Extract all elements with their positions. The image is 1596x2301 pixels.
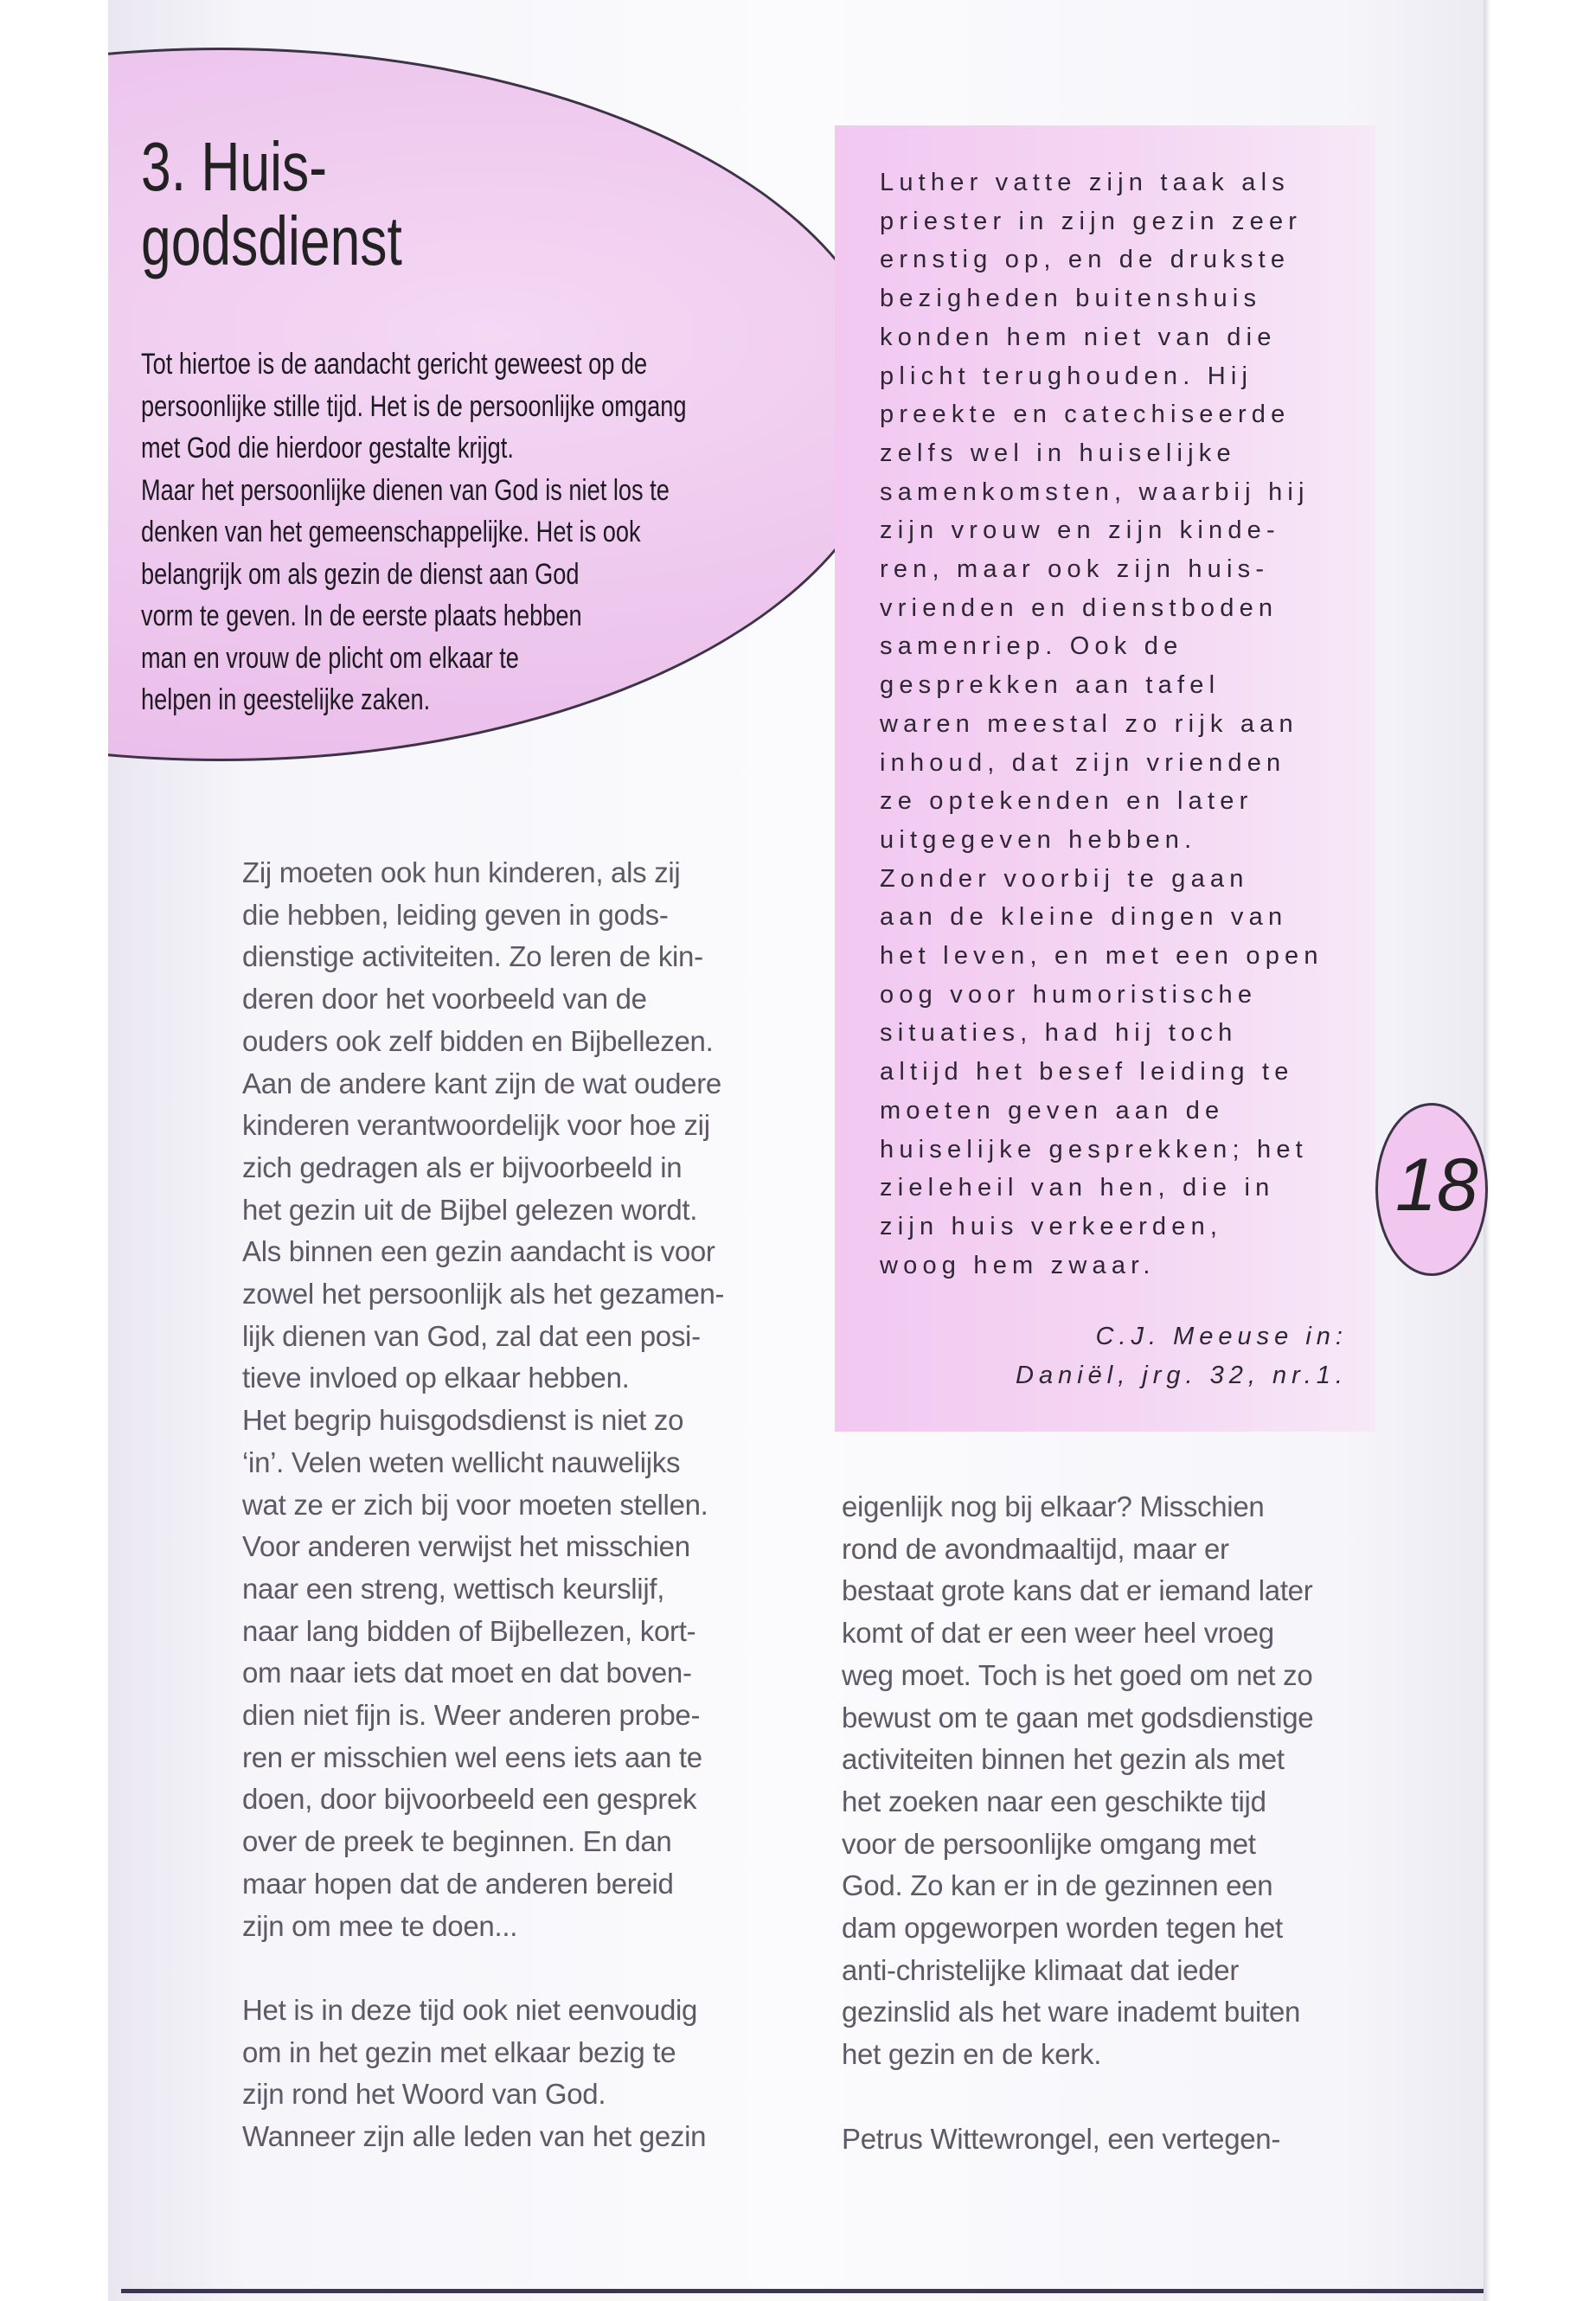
quote-line: huiselijke gesprekken; het [880, 1135, 1308, 1163]
quote-line: bezigheden buitenshuis [880, 285, 1262, 313]
intro-line: Maar het persoonlijke dienen van God is niet los te [141, 473, 670, 507]
text-line: het gezin uit de Bijbel gelezen wordt. [242, 1193, 698, 1226]
intro-paragraph [141, 343, 687, 721]
text-line: weg moet. Toch is het goed om net zo [842, 1658, 1313, 1691]
book-page [108, 0, 1484, 2301]
text-line: die hebben, leiding geven in gods- [242, 898, 669, 931]
text-line: zijn om mee te doen... [242, 1909, 518, 1942]
text-line: Zij moeten ook hun kinderen, als zij [242, 856, 681, 888]
quote-line: woog hem zwaar. [880, 1251, 1156, 1279]
text-line: rond de avondmaaltijd, maar er [842, 1532, 1229, 1565]
page-edge [1484, 0, 1490, 2301]
text-line: over de preek te beginnen. En dan [242, 1825, 672, 1858]
text-line: dien niet fijn is. Weer anderen probe- [242, 1699, 701, 1732]
quote-line: Luther vatte zijn taak als [880, 169, 1290, 196]
quote-line: ren, maar ook zijn huis- [880, 555, 1270, 584]
text-line: lijk dienen van God, zal dat een posi- [242, 1319, 701, 1352]
quote-line: zieleheil van hen, die in [880, 1174, 1275, 1202]
section-heading [141, 130, 492, 279]
text-line: zowel het persoonlijk als het gezamen- [242, 1278, 725, 1311]
bottom-rule [121, 2289, 1484, 2293]
quote-line: aan de kleine dingen van [880, 903, 1288, 932]
quote-line: samenkomsten, waarbij hij [880, 478, 1310, 506]
text-line: kinderen verantwoordelijk voor hoe zij [242, 1109, 710, 1142]
quote-line: Zonder voorbij te gaan [880, 864, 1249, 893]
text-line: naar een streng, wettisch keurslijf, [242, 1572, 665, 1605]
intro-line: helpen in geestelijke zaken. [141, 683, 431, 716]
text-line [842, 2076, 1378, 2118]
text-line: anti-christelijke klimaat dat ieder [842, 1953, 1240, 1986]
text-line: naar lang bidden of Bijbellezen, kort- [242, 1614, 696, 1647]
quote-line: preekte en catechiseerde [880, 401, 1291, 429]
text-line: ouders ook zelf bidden en Bijbellezen. [242, 1024, 714, 1057]
attribution-line: Daniël, jrg. 32, nr.1. [1016, 1361, 1348, 1389]
quote-line: altijd het besef leiding te [880, 1058, 1294, 1086]
intro-line: vorm te geven. In de eerste plaats hebben [141, 599, 582, 632]
text-line: komt of dat er een weer heel vroeg [842, 1617, 1274, 1650]
text-line: voor de persoonlijke omgang met [842, 1827, 1256, 1860]
text-line: gezinslid als het ware inademt buiten [842, 1996, 1301, 2029]
text-line: Petrus Wittewrongel, een vertegen- [842, 2122, 1281, 2155]
quote-line: priester in zijn gezin zeer [880, 207, 1303, 235]
quote-line: ze optekenden en later [880, 787, 1253, 816]
quote-line: waren meestal zo rijk aan [880, 709, 1298, 738]
quote-line: plicht terughouden. Hij [880, 362, 1253, 390]
text-line: om in het gezin met elkaar bezig te [242, 2035, 676, 2068]
quote-line: zelfs wel in huiselijke [880, 439, 1236, 467]
text-line: dam opgeworpen worden tegen het [842, 1912, 1283, 1945]
text-line: eigenlijk nog bij elkaar? Misschien [842, 1490, 1265, 1522]
heading-line-2: godsdienst [141, 202, 402, 279]
text-line: wat ze er zich bij voor moeten stellen. [242, 1488, 708, 1521]
text-line: zijn rond het Woord van God. [242, 2078, 606, 2111]
text-line: het gezin en de kerk. [842, 2038, 1102, 2071]
intro-line: Tot hiertoe is de aandacht gericht geweest op de [141, 348, 648, 381]
quote-line: oog voor humoristische [880, 980, 1258, 1009]
text-line: ren er misschien wel eens iets aan te [242, 1740, 702, 1773]
quote-line: samenriep. Ook de [880, 632, 1183, 661]
quote-line: zijn vrouw en zijn kinde- [880, 516, 1280, 545]
quote-line: konden hem niet van die [880, 323, 1277, 351]
quote-attribution [1016, 1317, 1348, 1394]
quote-line: ernstig op, en de drukste [880, 246, 1291, 274]
text-line: Het is in deze tijd ook niet eenvoudig [242, 1993, 698, 2026]
quote-line: vrienden en dienstboden [880, 593, 1279, 622]
quote-line: uitgegeven hebben. [880, 825, 1197, 854]
text-line: zich gedragen als er bijvoorbeeld in [242, 1150, 683, 1183]
text-line: Voor anderen verwijst het misschien [242, 1530, 690, 1563]
quote-line: gesprekken aan tafel [880, 671, 1221, 700]
intro-line: man en vrouw de plicht om elkaar te [141, 641, 519, 675]
text-line: maar hopen dat de anderen bereid [242, 1867, 674, 1900]
text-line: doen, door bijvoorbeeld een gesprek [242, 1783, 697, 1816]
quote-sidebar [835, 125, 1375, 1432]
left-column-text [242, 852, 779, 2158]
quote-line: situaties, had hij toch [880, 1019, 1238, 1048]
right-column-text [842, 1486, 1378, 2160]
text-line: Aan de andere kant zijn de wat oudere [242, 1067, 721, 1099]
intro-line: met God die hierdoor gestalte krijgt. [141, 432, 514, 465]
intro-line: denken van het gemeenschappelijke. Het is ook [141, 516, 641, 548]
text-line: activiteiten binnen het gezin als met [842, 1743, 1285, 1776]
quote-line: inhoud, dat zijn vrienden [880, 748, 1286, 777]
text-line: bewust om te gaan met godsdienstige [842, 1701, 1314, 1734]
quote-line: moeten geven aan de [880, 1096, 1225, 1125]
text-line [242, 1947, 779, 1990]
text-line: bestaat grote kans dat er iemand later [842, 1574, 1313, 1607]
text-line: om naar iets dat moet en dat boven- [242, 1657, 692, 1689]
intro-line: belangrijk om als gezin de dienst aan God [141, 557, 580, 591]
text-line: Het begrip huisgodsdienst is niet zo [242, 1404, 684, 1437]
heading-line-1: 3. Huis- [141, 128, 327, 205]
text-line: ‘in’. Velen weten wellicht nauwelijks [242, 1445, 681, 1478]
text-line: God. Zo kan er in de gezinnen een [842, 1869, 1273, 1902]
text-line: Wanneer zijn alle leden van het gezin [242, 2120, 707, 2153]
attribution-line: C.J. Meeuse in: [1095, 1323, 1348, 1350]
text-line: dienstige activiteiten. Zo leren de kin- [242, 940, 703, 973]
text-line: deren door het voorbeeld van de [242, 983, 647, 1016]
text-line: Als binnen een gezin aandacht is voor [242, 1235, 715, 1268]
page-number: 18 [1395, 1144, 1478, 1227]
quote-line: het leven, en met een open [880, 942, 1324, 971]
quote-line: zijn huis verkeerden, [880, 1212, 1223, 1240]
intro-line: persoonlijke stille tijd. Het is de persoonlijke omgang [141, 389, 687, 423]
text-line: het zoeken naar een geschikte tijd [842, 1785, 1266, 1817]
luther-quote [880, 163, 1364, 1285]
text-line: tieve invloed op elkaar hebben. [242, 1362, 630, 1394]
page-number-tab [1375, 1103, 1488, 1276]
